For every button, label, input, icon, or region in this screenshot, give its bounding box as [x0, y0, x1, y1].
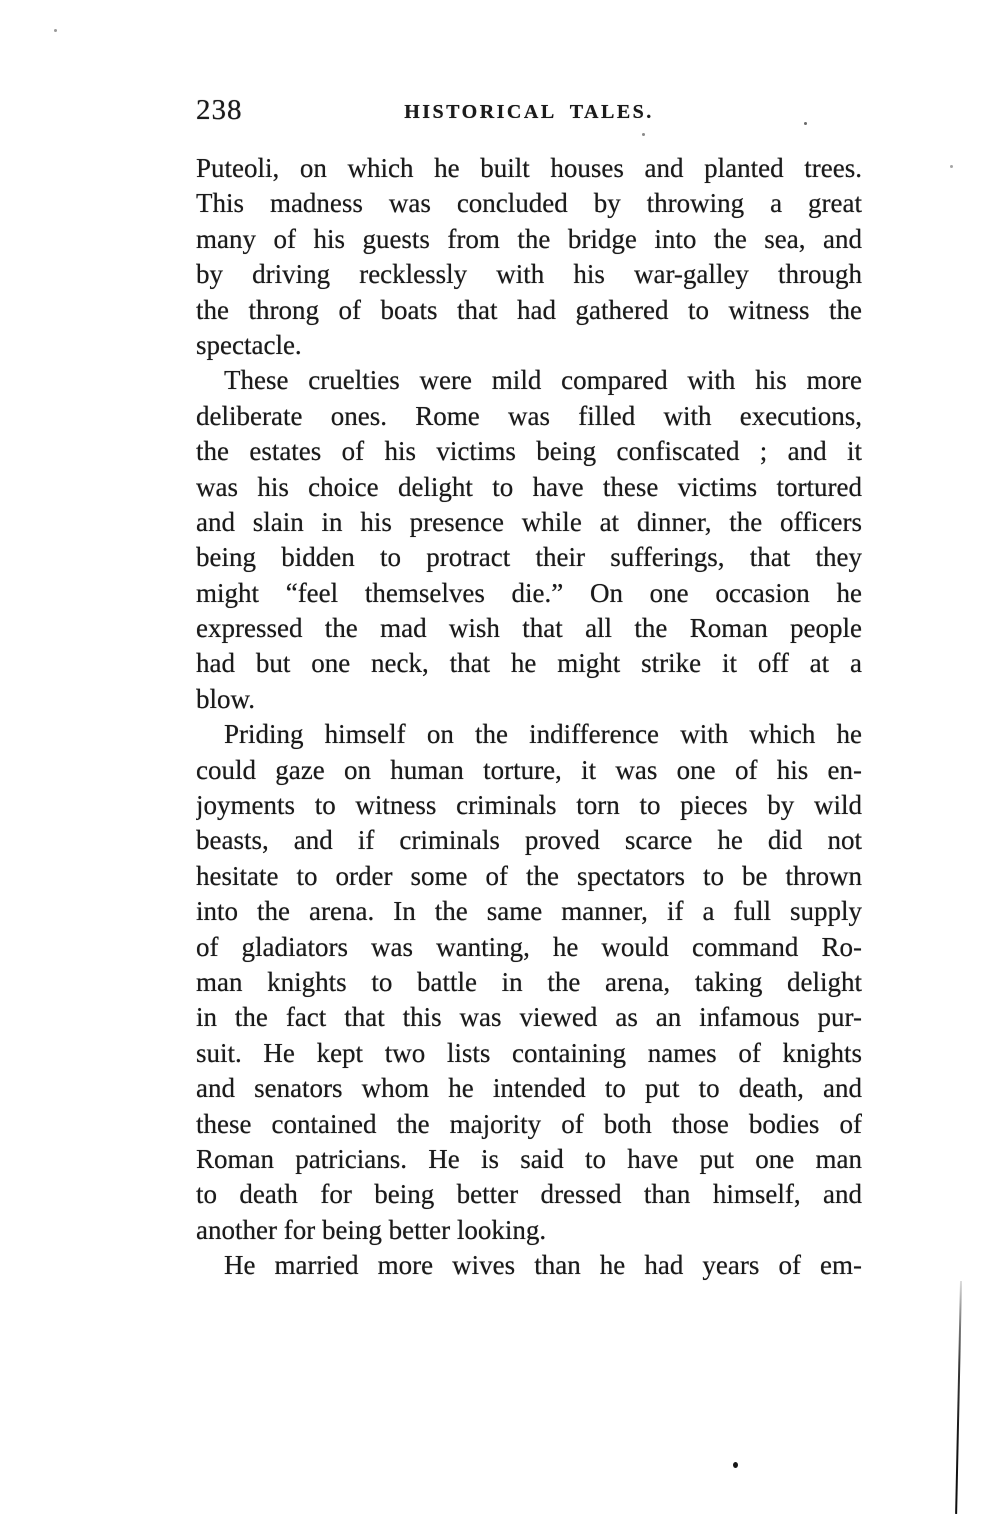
text-line: Puteoli, on which he built houses and planted trees. [196, 153, 862, 183]
scan-speck [733, 1462, 738, 1468]
text-line: was his choice delight to have these victims tortured [196, 471, 862, 502]
text-line: and senators whom he intended to put to death, and [196, 1073, 862, 1104]
text-line: by driving recklessly with his war-galley through [196, 259, 862, 290]
text-line: This madness was concluded by throwing a great [196, 188, 862, 219]
text-line: had but one neck, that he might strike it off at a [196, 648, 862, 679]
text-line: could gaze on human torture, it was one of his en- [196, 754, 862, 785]
page-number: 238 [196, 94, 243, 126]
running-header: HISTORICAL TALES. [404, 101, 654, 123]
text-line: the throng of boats that had gathered to witness the [196, 294, 862, 325]
text-line: Roman patricians. He is said to have put one man [196, 1143, 862, 1174]
text-line: might “feel themselves die.” On one occasion he [196, 577, 862, 608]
text-line: into the arena. In the same manner, if a full supply [196, 896, 862, 927]
text-line: suit. He kept two lists containing names of knights [196, 1037, 862, 1068]
text-line: to death for being better dressed than himself, and [196, 1179, 862, 1210]
page-body-text [196, 151, 862, 1284]
text-line: hesitate to order some of the spectators to be thrown [196, 860, 862, 891]
text-line: of gladiators was wanting, he would command Ro- [196, 931, 862, 962]
text-line: man knights to battle in the arena, taking delight [196, 966, 862, 997]
text-line: Priding himself on the indifference with which he [224, 719, 862, 750]
text-line: These cruelties were mild compared with his more [224, 365, 862, 396]
text-line: being bidden to protract their sufferings, that they [196, 542, 862, 573]
text-line: deliberate ones. Rome was filled with executions, [196, 400, 862, 431]
text-line: He married more wives than he had years of em- [224, 1250, 862, 1281]
text-line: spectacle. [196, 329, 302, 360]
text-line: expressed the mad wish that all the Roman people [196, 613, 862, 644]
text-line: these contained the majority of both those bodies of [196, 1108, 862, 1139]
scan-speck [642, 133, 645, 136]
scan-speck [804, 122, 807, 125]
text-line: in the fact that this was viewed as an infamous pur- [196, 1002, 862, 1033]
scan-artifact-vertical-line [955, 1281, 962, 1514]
text-line: and slain in his presence while at dinner, the officers [196, 506, 862, 537]
text-line: beasts, and if criminals proved scarce he did not [196, 825, 862, 856]
text-line: another for being better looking. [196, 1214, 547, 1245]
scan-speck [54, 29, 57, 32]
scan-speck [950, 165, 953, 168]
text-line: the estates of his victims being confiscated ; and it [196, 436, 862, 467]
text-line: many of his guests from the bridge into the sea, and [196, 223, 862, 254]
text-line: blow. [196, 683, 255, 714]
text-line: joyments to witness criminals torn to pieces by wild [196, 790, 862, 821]
